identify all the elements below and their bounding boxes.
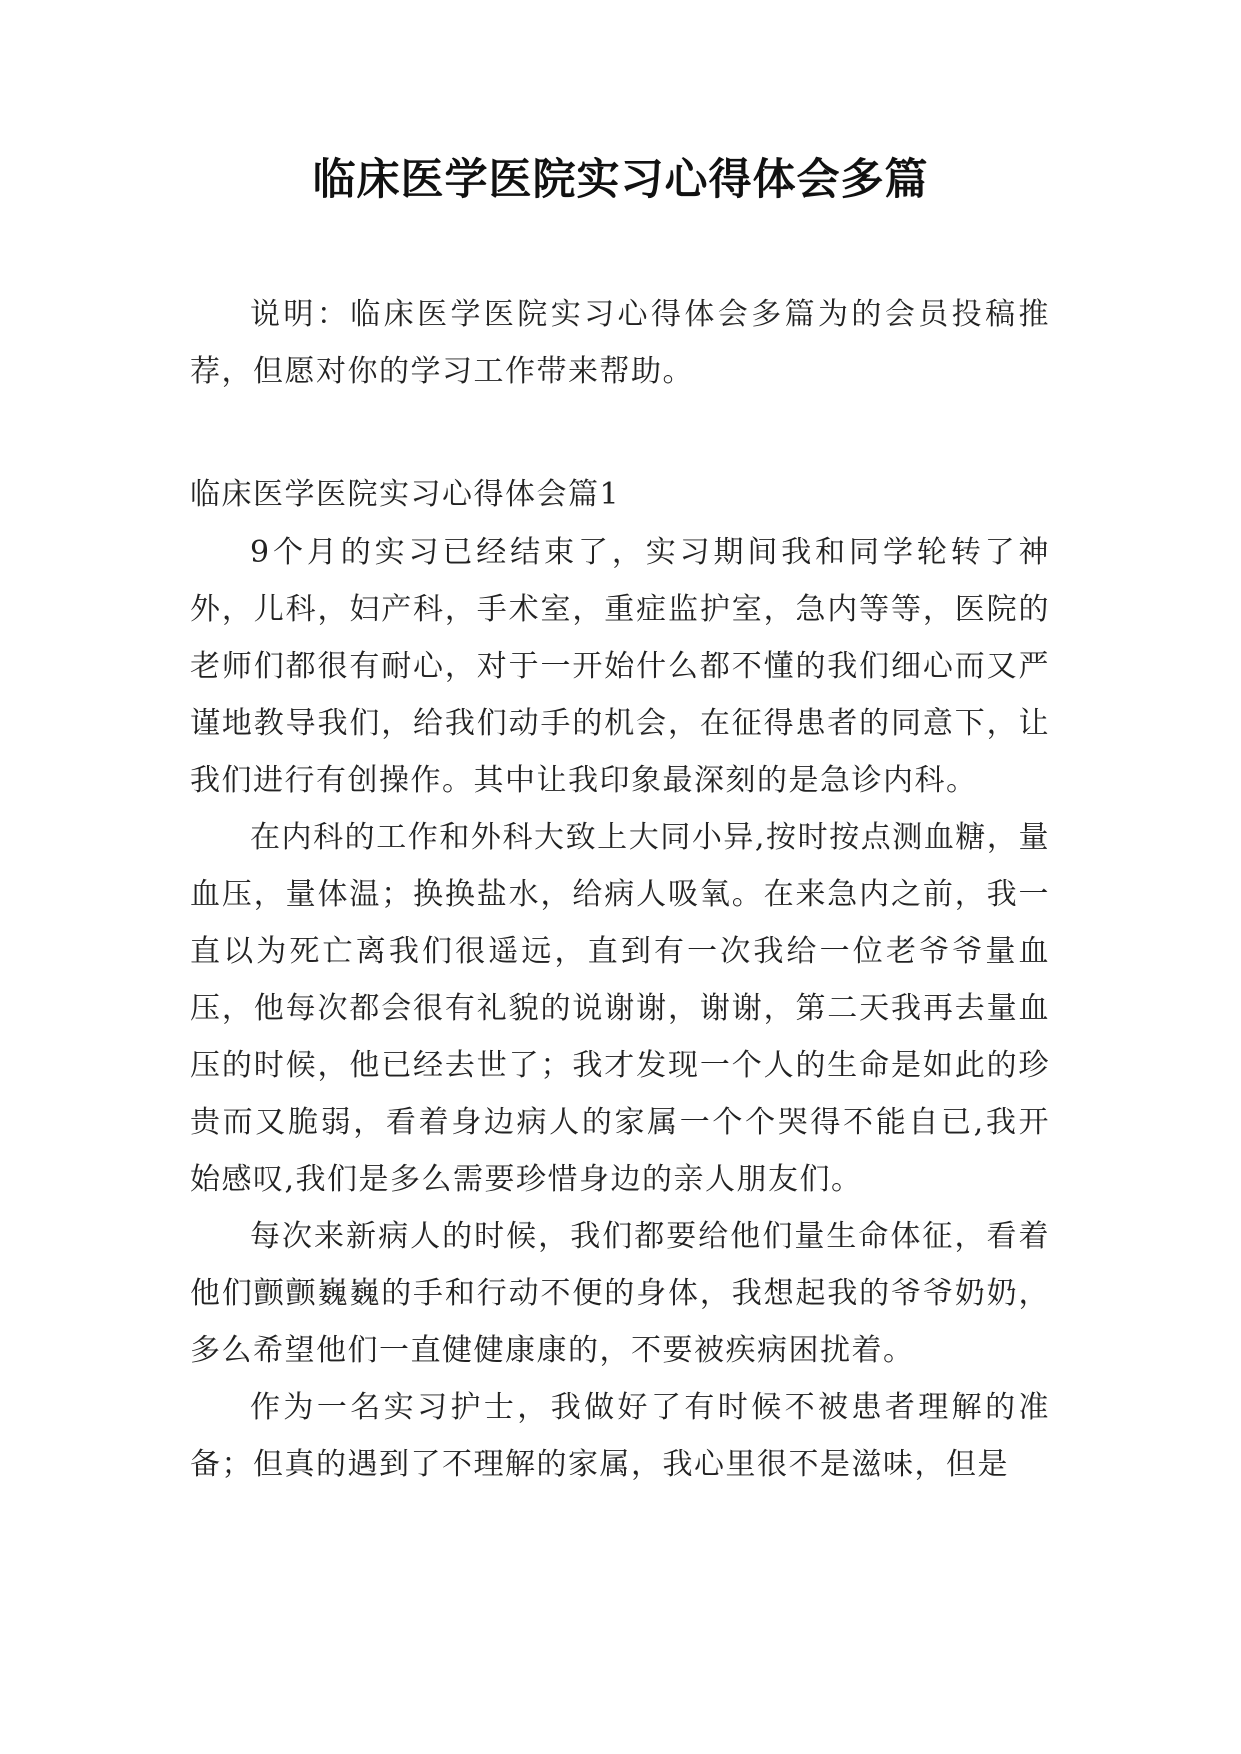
body-paragraph: 9个月的实习已经结束了，实习期间我和同学轮转了神外，儿科，妇产科，手术室，重症监护室，急内等等，医院的老师们都很有耐心，对于一开始什么都不懂的我们细心而又严谨地教导我们，给我们动手的机会，在征得患者的同意下，让我们进行有创操作。其中让我印象最深刻的是急诊内科。 xyxy=(190,535,1050,798)
body-paragraph: 在内科的工作和外科大致上大同小异,按时按点测血糖，量血压，量体温；换换盐水，给病人吸氧。在来急内之前，我一直以为死亡离我们很遥远，直到有一次我给一位老爷爷量血压，他每次都会很有礼貌的说谢谢，谢谢，第二天我再去量血压的时候，他已经去世了；我才发现一个人的生命是如此的珍贵而又脆弱，看着身边病人的家属一个个哭得不能自已,我开始感叹,我们是多么需要珍惜身边的亲人朋友们。 xyxy=(190,820,1050,1197)
body-paragraph: 每次来新病人的时候，我们都要给他们量生命体征，看着他们颤颤巍巍的手和行动不便的身体，我想起我的爷爷奶奶，多么希望他们一直健健康康的，不要被疾病困扰着。 xyxy=(190,1219,1050,1368)
intro-block xyxy=(190,286,1050,400)
intro-paragraph: 说明：临床医学医院实习心得体会多篇为的会员投稿推荐，但愿对你的学习工作带来帮助。 xyxy=(190,297,1050,389)
document-title: 临床医学医院实习心得体会多篇 xyxy=(312,155,929,205)
section-heading: 临床医学医院实习心得体会篇1 xyxy=(190,477,621,512)
section-body xyxy=(190,524,1050,1493)
body-paragraph: 作为一名实习护士，我做好了有时候不被患者理解的准备；但真的遇到了不理解的家属，我心里很不是滋味，但是 xyxy=(190,1390,1050,1482)
